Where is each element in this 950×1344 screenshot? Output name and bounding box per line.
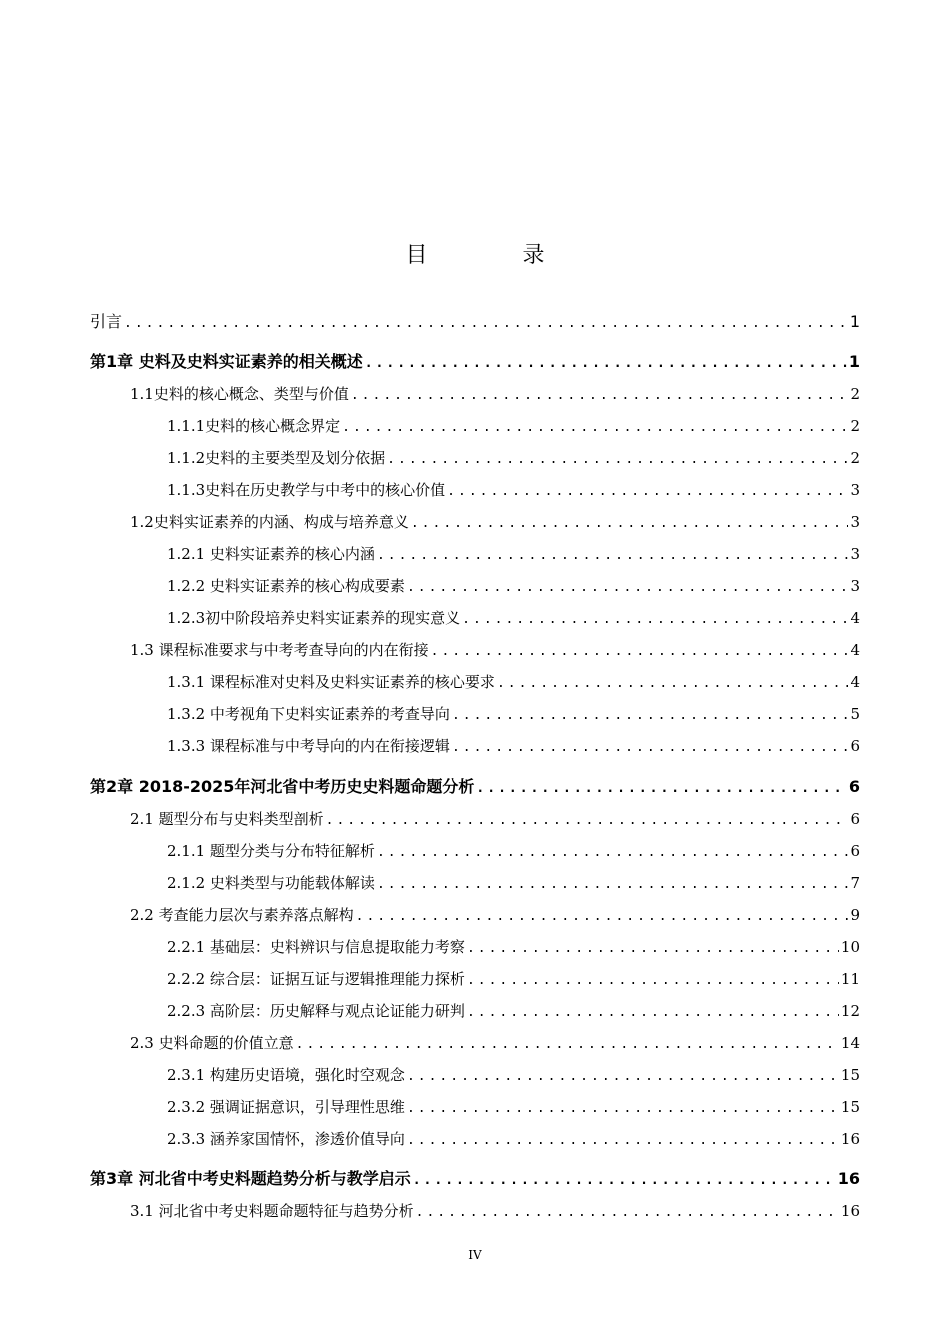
toc-entry-section-1-3-2[interactable] bbox=[167, 702, 860, 726]
toc-entry-page: 3 bbox=[850, 545, 860, 563]
toc-entry-label: 第1章 史料及史料实证素养的相关概述 bbox=[90, 352, 363, 371]
toc-entry-page: 9 bbox=[850, 906, 860, 924]
toc-entry-page: 4 bbox=[850, 673, 860, 691]
toc-entry-section-2-3[interactable] bbox=[130, 1031, 860, 1055]
toc-entry-label: 2.2.3 高阶层：历史解释与观点论证能力研判 bbox=[167, 1002, 465, 1020]
toc-entry-section-1-2-2[interactable] bbox=[167, 574, 860, 598]
leader-dots bbox=[467, 969, 839, 993]
leader-dots bbox=[407, 1097, 839, 1121]
leader-dots bbox=[407, 1065, 839, 1089]
toc-entry-section-2-1-1[interactable] bbox=[167, 839, 860, 863]
toc-entry-page: 3 bbox=[850, 513, 860, 531]
toc-entry-label: 1.1史料的核心概念、类型与价值 bbox=[130, 385, 349, 403]
toc-entry-section-2-2-1[interactable] bbox=[167, 935, 860, 959]
toc-entry-chapter-3[interactable] bbox=[90, 1167, 860, 1191]
leader-dots bbox=[326, 809, 849, 833]
toc-entry-page: 7 bbox=[850, 874, 860, 892]
toc-entry-section-2-2[interactable] bbox=[130, 903, 860, 927]
toc-entry-section-1-1-2[interactable] bbox=[167, 446, 860, 470]
toc-entry-page: 1 bbox=[848, 352, 860, 371]
toc-entry-section-1-1-1[interactable] bbox=[167, 414, 860, 438]
leader-dots bbox=[377, 544, 849, 568]
leader-dots bbox=[365, 352, 847, 376]
leader-dots bbox=[342, 416, 848, 440]
toc-entry-section-2-1-2[interactable] bbox=[167, 871, 860, 895]
leader-dots bbox=[452, 736, 849, 760]
leader-dots bbox=[124, 312, 848, 336]
toc-entry-page: 6 bbox=[850, 810, 860, 828]
toc-entry-label: 1.1.3史料在历史教学与中考中的核心价值 bbox=[167, 481, 446, 499]
toc-entry-label: 1.2.2 史料实证素养的核心构成要素 bbox=[167, 577, 405, 595]
toc-entry-page: 10 bbox=[840, 938, 860, 956]
toc-entry-section-2-2-3[interactable] bbox=[167, 999, 860, 1023]
toc-entry-section-1-1-3[interactable] bbox=[167, 478, 860, 502]
leader-dots bbox=[476, 777, 846, 801]
leader-dots bbox=[497, 672, 849, 696]
toc-entry-label: 2.1.1 题型分类与分布特征解析 bbox=[167, 842, 375, 860]
toc-entry-label: 2.3.1 构建历史语境，强化时空观念 bbox=[167, 1066, 405, 1084]
toc-entry-label: 引言 bbox=[90, 312, 123, 331]
toc-entry-section-1-2-3[interactable] bbox=[167, 606, 860, 630]
toc-entry-label: 1.3.1 课程标准对史料及史料实证素养的核心要求 bbox=[167, 673, 495, 691]
toc-entry-label: 2.2.1 基础层：史料辨识与信息提取能力考察 bbox=[167, 938, 465, 956]
toc-entry-page: 3 bbox=[850, 577, 860, 595]
toc-entry-label: 1.1.1史料的核心概念界定 bbox=[167, 417, 341, 435]
toc-entry-page: 2 bbox=[850, 449, 860, 467]
leader-dots bbox=[411, 512, 849, 536]
toc-entry-label: 2.2.2 综合层：证据互证与逻辑推理能力探析 bbox=[167, 970, 465, 988]
leader-dots bbox=[447, 480, 848, 504]
toc-entry-page: 14 bbox=[840, 1034, 860, 1052]
toc-entry-label: 第2章 2018-2025年河北省中考历史史料题命题分析 bbox=[90, 777, 475, 796]
toc-entry-section-2-3-3[interactable] bbox=[167, 1127, 860, 1151]
leader-dots bbox=[467, 1001, 839, 1025]
toc-entry-section-2-1[interactable] bbox=[130, 807, 860, 831]
toc-entry-page: 15 bbox=[840, 1098, 860, 1116]
toc-entry-label: 第3章 河北省中考史料题趋势分析与教学启示 bbox=[90, 1169, 411, 1188]
toc-entry-page: 16 bbox=[837, 1169, 860, 1188]
toc-entry-page: 1 bbox=[849, 312, 860, 331]
toc-entry-page: 15 bbox=[840, 1066, 860, 1084]
leader-dots bbox=[351, 384, 849, 408]
toc-entry-page: 4 bbox=[850, 609, 860, 627]
toc-entry-label: 1.2.3初中阶段培养史料实证素养的现实意义 bbox=[167, 609, 461, 627]
toc-entry-section-1-2[interactable] bbox=[130, 510, 860, 534]
toc-entry-intro[interactable] bbox=[90, 310, 860, 334]
toc-entry-label: 1.3 课程标准要求与中考考查导向的内在衔接 bbox=[130, 641, 429, 659]
toc-entry-page: 3 bbox=[850, 481, 860, 499]
toc-entry-page: 2 bbox=[850, 417, 860, 435]
toc-entry-label: 2.1.2 史料类型与功能载体解读 bbox=[167, 874, 375, 892]
leader-dots bbox=[416, 1201, 839, 1225]
toc-entry-section-3-1[interactable] bbox=[130, 1199, 860, 1223]
toc-entry-page: 11 bbox=[840, 970, 860, 988]
leader-dots bbox=[462, 608, 848, 632]
toc-entry-page: 6 bbox=[850, 737, 860, 755]
leader-dots bbox=[431, 640, 849, 664]
toc-entry-label: 2.2 考查能力层次与素养落点解构 bbox=[130, 906, 354, 924]
toc-entry-page: 12 bbox=[840, 1002, 860, 1020]
toc-entry-section-2-3-2[interactable] bbox=[167, 1095, 860, 1119]
toc-entry-section-1-1[interactable] bbox=[130, 382, 860, 406]
toc-entry-label: 2.3 史料命题的价值立意 bbox=[130, 1034, 294, 1052]
leader-dots bbox=[467, 937, 839, 961]
leader-dots bbox=[296, 1033, 839, 1057]
toc-entry-section-2-3-1[interactable] bbox=[167, 1063, 860, 1087]
toc-entry-label: 1.3.3 课程标准与中考导向的内在衔接逻辑 bbox=[167, 737, 450, 755]
leader-dots bbox=[377, 841, 849, 865]
leader-dots bbox=[452, 704, 849, 728]
toc-entry-page: 2 bbox=[850, 385, 860, 403]
toc-entry-page: 4 bbox=[850, 641, 860, 659]
toc-entry-label: 2.3.2 强调证据意识，引导理性思维 bbox=[167, 1098, 405, 1116]
toc-entry-label: 3.1 河北省中考史料题命题特征与趋势分析 bbox=[130, 1202, 414, 1220]
leader-dots bbox=[407, 576, 849, 600]
toc-entry-label: 1.1.2史料的主要类型及划分依据 bbox=[167, 449, 386, 467]
toc-entry-chapter-2[interactable] bbox=[90, 775, 860, 799]
toc-entry-page: 16 bbox=[840, 1202, 860, 1220]
toc-entry-page: 16 bbox=[840, 1130, 860, 1148]
leader-dots bbox=[356, 905, 849, 929]
leader-dots bbox=[413, 1169, 836, 1193]
toc-entry-label: 1.2.1 史料实证素养的核心内涵 bbox=[167, 545, 375, 563]
leader-dots bbox=[377, 873, 849, 897]
toc-entry-label: 1.2史料实证素养的内涵、构成与培养意义 bbox=[130, 513, 409, 531]
page-footer-number: IV bbox=[468, 1248, 482, 1262]
toc-entry-label: 1.3.2 中考视角下史料实证素养的考查导向 bbox=[167, 705, 450, 723]
toc-entry-label: 2.1 题型分布与史料类型剖析 bbox=[130, 810, 324, 828]
toc-entry-section-1-2-1[interactable] bbox=[167, 542, 860, 566]
toc-entry-page: 6 bbox=[850, 842, 860, 860]
leader-dots bbox=[407, 1129, 839, 1153]
toc-entry-label: 2.3.3 涵养家国情怀，渗透价值导向 bbox=[167, 1130, 405, 1148]
leader-dots bbox=[387, 448, 848, 472]
toc-entry-section-1-3-1[interactable] bbox=[167, 670, 860, 694]
toc-entry-page: 6 bbox=[848, 777, 860, 796]
toc-entry-section-1-3-3[interactable] bbox=[167, 734, 860, 758]
toc-title: 目 录 bbox=[405, 243, 589, 268]
toc-entry-page: 5 bbox=[850, 705, 860, 723]
toc-entry-chapter-1[interactable] bbox=[90, 350, 860, 374]
toc-entry-section-2-2-2[interactable] bbox=[167, 967, 860, 991]
toc-entry-section-1-3[interactable] bbox=[130, 638, 860, 662]
